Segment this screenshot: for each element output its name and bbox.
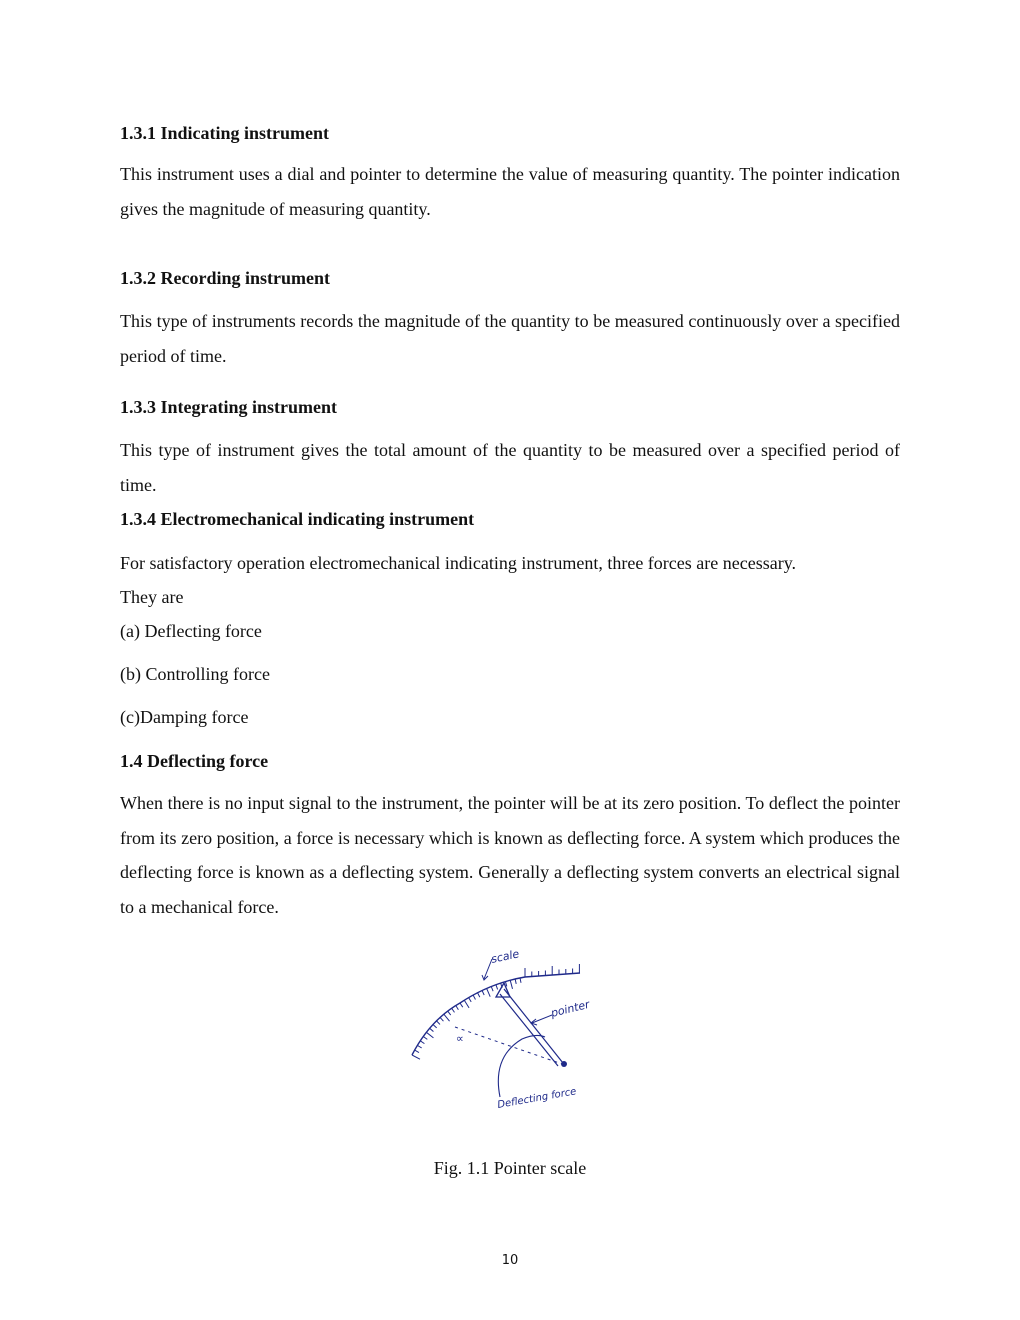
- page-number: 10: [501, 1253, 519, 1268]
- scale-tick: [469, 998, 472, 1002]
- pointer-scale-figure: [400, 945, 620, 1120]
- scale-tick: [520, 978, 521, 983]
- scale-tick: [433, 1025, 437, 1028]
- paragraph-they-are: They are: [120, 587, 184, 607]
- pointer-scale-drawing: [400, 945, 620, 1120]
- pointer-label-arrow: [532, 1015, 552, 1023]
- scale-tick: [510, 980, 512, 989]
- deflecting-force-curve: [498, 1035, 545, 1097]
- list-item-damping-force: (c)Damping force: [120, 707, 249, 727]
- pointer-arrowhead: [496, 983, 510, 997]
- scale-tick: [417, 1045, 421, 1048]
- scale-tick: [412, 1055, 420, 1059]
- scale-tick: [444, 1014, 450, 1021]
- scale-tick: [456, 1006, 459, 1010]
- paragraph-electromechanical-intro: For satisfactory operation electromechanical indicating instrument, three forces are necessary.: [120, 553, 797, 573]
- pointer-label: pointer: [549, 997, 591, 1020]
- scale-tick: [426, 1032, 433, 1038]
- scale-tick: [515, 979, 516, 984]
- pointer-pivot: [561, 1061, 567, 1067]
- paragraph-deflecting-force: When there is no input signal to the instrument, the pointer will be at its zero position. To deflect the pointer from its zero position, a force is necessary which is known as deflecting force. A system which produces the deflecting force is known as a deflecting system. Generally a deflecting system converts an electrical signal to a mechanical force.: [120, 793, 900, 917]
- paragraph-integrating-instrument: This type of instrument gives the total amount of the quantity to be measured over a specified period of time.: [120, 440, 900, 495]
- scale-tick: [478, 993, 480, 997]
- section-heading-1-3-1: 1.3.1 Indicating instrument: [120, 123, 330, 143]
- scale-tick: [491, 987, 493, 992]
- pointer-needle-edge: [500, 994, 558, 1066]
- list-item-deflecting-force: (a) Deflecting force: [120, 621, 262, 641]
- scale-tick: [440, 1017, 443, 1021]
- scale-tick: [482, 991, 484, 996]
- scale-tick: [464, 1000, 469, 1008]
- section-heading-1-4: 1.4 Deflecting force: [120, 751, 269, 771]
- pointer-needle: [504, 989, 563, 1063]
- scale-tick: [420, 1041, 424, 1044]
- zero-position-line: [455, 1027, 565, 1065]
- scale-tick: [473, 995, 475, 999]
- section-heading-1-3-2: 1.3.2 Recording instrument: [120, 268, 330, 288]
- list-item-controlling-force: (b) Controlling force: [120, 664, 270, 684]
- scale-tick: [436, 1021, 440, 1025]
- figure-caption: Fig. 1.1 Pointer scale: [433, 1158, 587, 1178]
- deflecting-force-label: Deflecting force: [496, 1086, 578, 1111]
- scale-tick: [448, 1011, 451, 1015]
- paragraph-recording-instrument: This type of instruments records the magnitude of the quantity to be measured continuously over a specified period of time.: [120, 311, 900, 366]
- scale-label: scale: [489, 947, 521, 966]
- scale-tick: [452, 1008, 455, 1012]
- scale-tick: [487, 988, 491, 996]
- scale-tick: [415, 1050, 419, 1052]
- paragraph-indicating-instrument: This instrument uses a dial and pointer to determine the value of measuring quantity. The pointer indication gives the magnitude of measuring quantity.: [120, 164, 900, 219]
- scale-tick: [496, 985, 498, 990]
- section-heading-1-3-3: 1.3.3 Integrating instrument: [120, 397, 337, 417]
- scale-tick: [423, 1036, 427, 1039]
- section-heading-1-3-4: 1.3.4 Electromechanical indicating instrument: [120, 509, 475, 529]
- scale-tick: [460, 1003, 463, 1007]
- angle-mark: ∝: [456, 1032, 464, 1045]
- scale-tick: [430, 1028, 434, 1031]
